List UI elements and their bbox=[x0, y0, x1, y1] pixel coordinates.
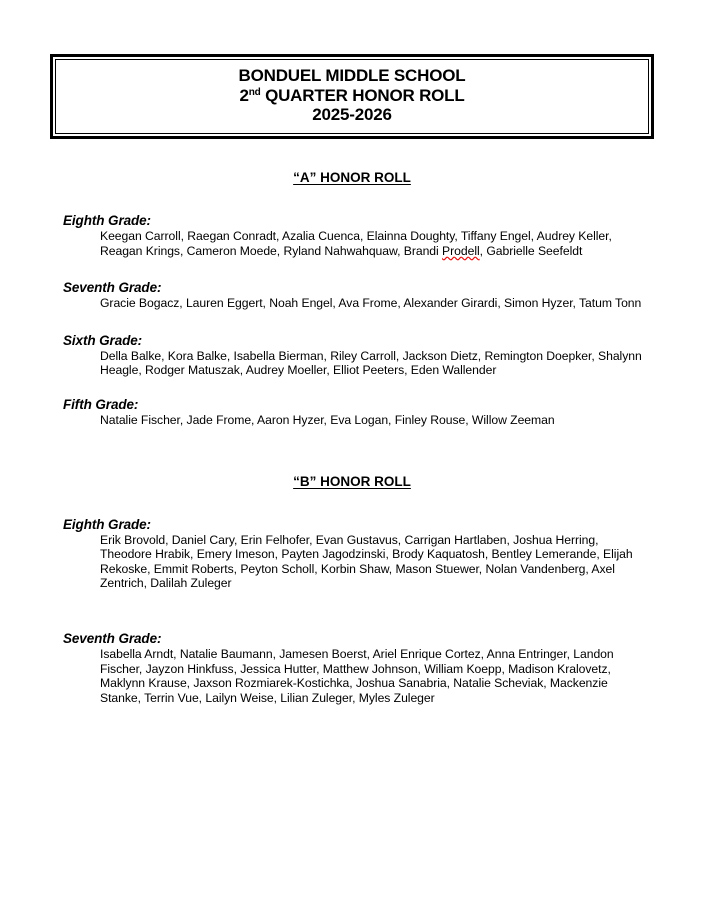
grade-label-b-eighth: Eighth Grade: bbox=[63, 516, 151, 532]
section-heading-a-honor-roll bbox=[0, 170, 704, 185]
quarter-title-text: QUARTER HONOR ROLL bbox=[260, 85, 465, 105]
grade-block-a-seventh bbox=[0, 280, 704, 311]
grade-block-b-seventh bbox=[0, 631, 704, 705]
grade-block-a-eighth bbox=[0, 213, 704, 258]
spacer bbox=[0, 258, 704, 280]
spacer bbox=[0, 428, 704, 474]
spacer bbox=[0, 311, 704, 333]
spellcheck-flagged-word: Prodell bbox=[442, 243, 480, 258]
school-year: 2025-2026 bbox=[312, 105, 392, 124]
grade-names-b-seventh: Isabella Arndt, Natalie Baumann, Jamesen Boerst, Ariel Enrique Cortez, Anna Entringer, Landon Fischer, Jayzon Hinkfuss, Jessica Hutter, Matthew Johnson, William Koepp, Madison Kralovetz, Maklynn Krause, Jaxson Rozmiarek-Kostichka, Joshua Sanabria, Natalie Scheviak, Mackenzie Stanke, Terrin Vue, Lailyn Weise, Lilian Zuleger, Myles Zuleger bbox=[100, 646, 614, 705]
section-heading-a-honor-roll-text: “A” HONOR ROLL bbox=[293, 170, 411, 185]
grade-names-a-sixth: Della Balke, Kora Balke, Isabella Bierman, Riley Carroll, Jackson Dietz, Remington Doepker, Shalynn Heagle, Rodger Matuszak, Audrey Moeller, Elliot Peeters, Eden Wallender bbox=[100, 348, 642, 378]
grade-label-b-seventh: Seventh Grade: bbox=[63, 630, 162, 646]
spacer bbox=[0, 378, 704, 397]
grade-names-a-eighth-part1: Keegan Carroll, Raegan Conradt, Azalia Cuenca, Elainna Doughty, Tiffany Engel, Audrey Keller, Reagan Krings, Cameron Moede, Ryland Nahwahquaw, Brandi bbox=[100, 229, 612, 258]
title-box-inner bbox=[55, 59, 649, 134]
grade-names-a-eighth-part2: , Gabrielle Seefeldt bbox=[479, 243, 583, 258]
grade-names-b-eighth: Erik Brovold, Daniel Cary, Erin Felhofer, Evan Gustavus, Carrigan Hartlaben, Joshua Herring, Theodore Hrabik, Emery Imeson, Payten Jagodzinski, Brody Kaquatosh, Bentley Lemerande, Elijah Rekoske, Emmit Roberts, Peyton Scholl, Korbin Shaw, Mason Stuewer, Nolan Vandenberg, Axel Zentrich, Dalilah Zuleger bbox=[100, 532, 633, 591]
spacer bbox=[0, 489, 704, 517]
grade-label-a-seventh: Seventh Grade: bbox=[63, 280, 162, 296]
quarter-title bbox=[64, 86, 640, 106]
spacer bbox=[0, 591, 704, 631]
document-content bbox=[0, 170, 704, 705]
grade-label-a-fifth: Fifth Grade: bbox=[63, 396, 139, 412]
grade-names-a-eighth bbox=[63, 229, 648, 258]
title-box bbox=[50, 54, 654, 139]
grade-label-a-sixth: Sixth Grade: bbox=[63, 332, 143, 348]
section-heading-b-honor-roll bbox=[0, 474, 704, 489]
grade-label-a-eighth: Eighth Grade: bbox=[63, 213, 151, 228]
quarter-number: 2 bbox=[239, 85, 249, 105]
grade-names-a-seventh: Gracie Bogacz, Lauren Eggert, Noah Engel, Ava Frome, Alexander Girardi, Simon Hyzer, Tatum Tonn bbox=[100, 296, 642, 311]
section-heading-b-honor-roll-text: “B” HONOR ROLL bbox=[293, 473, 411, 489]
grade-names-a-fifth: Natalie Fischer, Jade Frome, Aaron Hyzer, Eva Logan, Finley Rouse, Willow Zeeman bbox=[100, 412, 555, 427]
school-name: BONDUEL MIDDLE SCHOOL bbox=[238, 66, 466, 85]
grade-block-b-eighth bbox=[0, 517, 704, 591]
grade-block-a-sixth bbox=[0, 333, 704, 378]
quarter-ordinal-suffix: nd bbox=[248, 86, 261, 98]
spacer bbox=[0, 185, 704, 213]
grade-block-a-fifth bbox=[0, 397, 704, 428]
